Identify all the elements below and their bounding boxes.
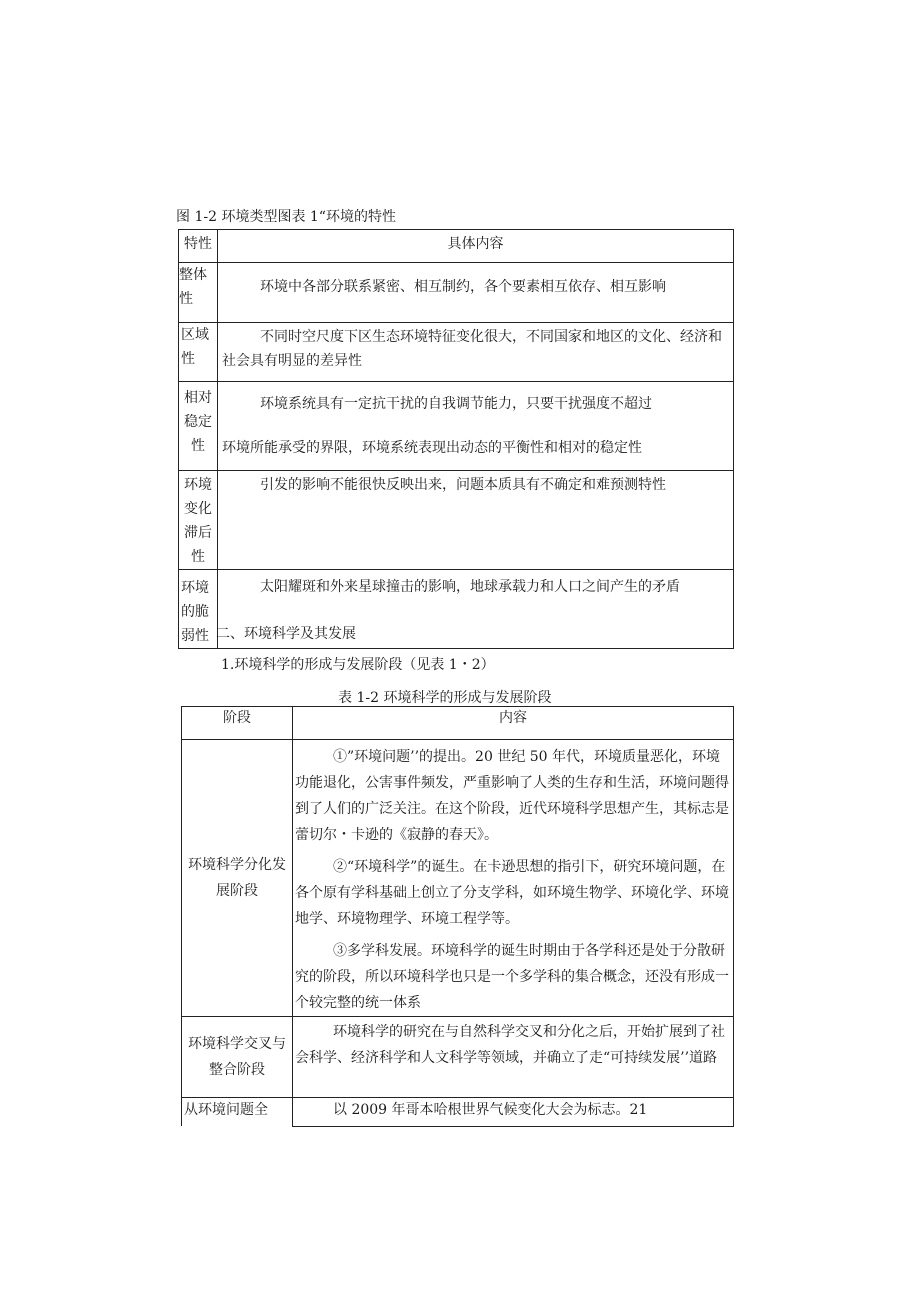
stage-paragraph: 环境科学的研究在与自然科学交叉和分化之后，开始扩展到了社会科学、经济科学和人文科学等领域，并确立了走“可持续发展’’道路 <box>295 1024 725 1066</box>
table-row <box>182 740 734 1017</box>
stage-paragraph: 以 2009 年哥本哈根世界气候变化大会为标志。21 <box>333 1102 648 1118</box>
stage-paragraph: ③多学科发展。环境科学的诞生时期由于各学科还是处于分散研究的阶段，所以环境科学也只是一个多学科的集合概念，还没有形成一个较完整的统一体系 <box>295 943 729 1011</box>
trait-content: 环境中各部分联系紧密、相互制约，各个要素相互依存、相互影响 <box>218 263 734 323</box>
table-row <box>182 1017 734 1098</box>
stage-name: 环境科学分化发展阶段 <box>182 740 293 1017</box>
environmental-science-stages-table <box>181 706 734 1127</box>
table1-header-content: 具体内容 <box>218 230 734 263</box>
table-row <box>179 323 734 382</box>
table1-caption: 图 1-2 环境类型图表 1“环境的特性 <box>176 209 396 225</box>
stage-paragraph: ①”环境问题’’的提出。20 世纪 50 年代，环境质量恶化，环境功能退化，公害事件频发，严重影响了人类的生存和生活，环境问题得到了人们的广泛关注。在这个阶段，近代环境科学思想产生，其标志是蕾切尔・卡逊的《寂静的春天》。 <box>295 749 729 843</box>
stage-name: 从环境问题全 <box>182 1098 293 1127</box>
trait-content: 引发的影响不能很快反映出来，问题本质具有不确定和难预测特性 <box>218 471 734 570</box>
stage-content <box>293 1017 734 1098</box>
table2-header-stage: 阶段 <box>182 707 293 740</box>
table-row <box>179 382 734 471</box>
environment-characteristics-table <box>178 229 734 649</box>
trait-name: 环境的脆弱性 <box>179 570 218 649</box>
stage-content <box>293 1098 734 1127</box>
table2-header-row <box>182 707 734 740</box>
table-row <box>179 263 734 323</box>
section-subheading: 1.环境科学的形成与发展阶段（见表 1・2） <box>221 657 495 673</box>
table2-caption: 表 1-2 环境科学的形成与发展阶段 <box>338 690 552 706</box>
trait-name: 环境变化滞后性 <box>179 471 218 570</box>
table1-header-trait: 特性 <box>179 230 218 263</box>
table-row <box>179 471 734 570</box>
table-row <box>182 1098 734 1127</box>
trait-name: 区域性 <box>179 323 218 382</box>
stage-name: 环境科学交叉与整合阶段 <box>182 1017 293 1098</box>
trait-content: 太阳耀斑和外来星球撞击的影响，地球承载力和人口之间产生的矛盾 <box>218 570 734 649</box>
trait-name: 相对稳定性 <box>179 382 218 471</box>
table1-header-row <box>179 230 734 263</box>
stage-content <box>293 740 734 1017</box>
stage-paragraph: ②“环境科学”的诞生。在卡逊思想的指引下，研究环境问题，在各个原有学科基础上创立了分支学科，如环境生物学、环境化学、环境地学、环境物理学、环境工程学等。 <box>295 859 729 927</box>
trait-content: 环境系统具有一定抗干扰的自我调节能力，只要干扰强度不超过 环境所能承受的界限，环境系统表现出动态的平衡性和相对的稳定性 <box>218 382 734 471</box>
table2-header-content: 内容 <box>293 707 734 740</box>
section-heading: 二、环境科学及其发展 <box>216 626 356 642</box>
trait-content: 不同时空尺度下区生态环境特征变化很大，不同国家和地区的文化、经济和社会具有明显的差异性 <box>218 323 734 382</box>
trait-name: 整体性 <box>179 263 218 323</box>
